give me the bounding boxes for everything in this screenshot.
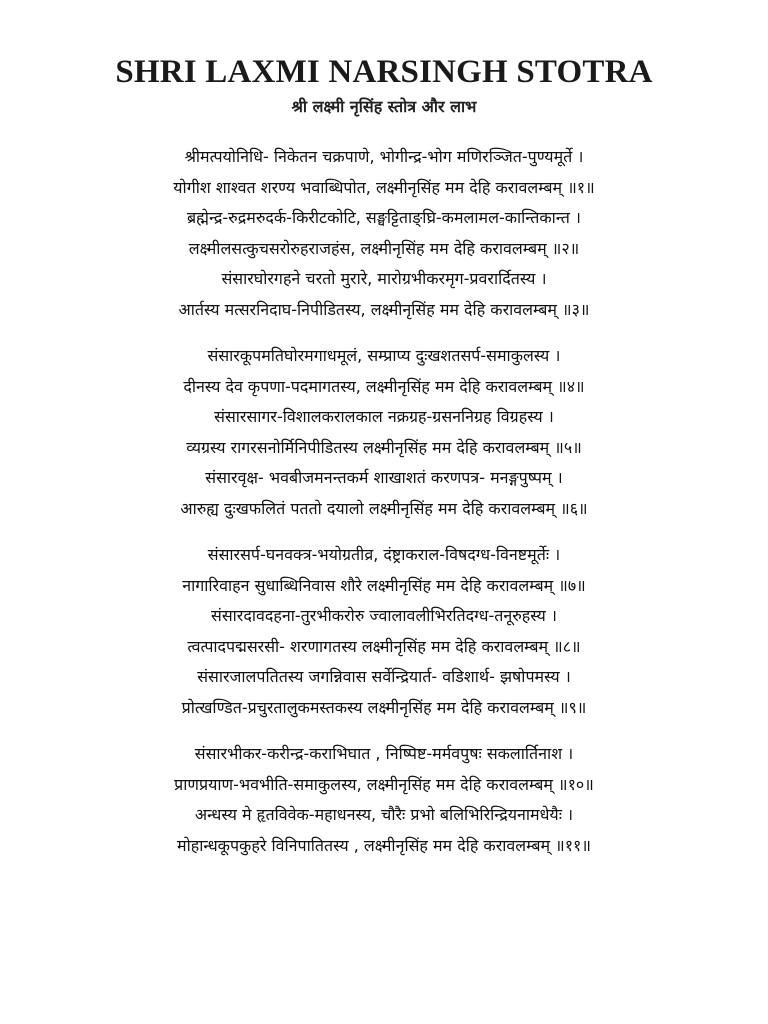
verse-line: संसारभीकर-करीन्द्र-कराभिघात , निष्पिष्ट-मर्मवपुषः सकलार्तिनाश । xyxy=(194,744,574,763)
verse-line: योगीश शाश्वत शरण्य भवाब्धिपोत, लक्ष्मीनृसिंह मम देहि करावलम्बम् ॥१॥ xyxy=(173,177,595,197)
verse-line: संसारकूपमतिघोरमगाधमूलं, सम्प्राप्य दुःखशतसर्प-समाकुलस्य । xyxy=(207,346,561,365)
verse-line: संसारदावदहना-तुरभीकरोरु ज्वालावलीभिरतिदग्ध-तनूरुहस्य । xyxy=(211,606,557,625)
verse-line: दीनस्य देव कृपणा-पदमागतस्य, लक्ष्मीनृसिंह मम देहि करावलम्बम् ॥४॥ xyxy=(183,376,585,396)
verse-line: संसारघोरगहने चरतो मुरारे, मारोग्रभीकरमृग-प्रवरार्दितस्य । xyxy=(221,269,547,288)
stanza-4 xyxy=(0,739,768,861)
verse-line: त्वत्पादपद्मसरसी- शरणागतस्य लक्ष्मीनृसिंह मम देहि करावलम्बम् ॥८॥ xyxy=(187,636,581,656)
verse-line: ब्रह्मेन्द्र-रुद्रमरुदर्क-किरीटकोटि, सङ्घट्टिताङ्घ्रि-कमलामल-कान्तिकान्त । xyxy=(187,208,581,227)
verse-line: लक्ष्मीलसत्कुचसरोरुहराजहंस, लक्ष्मीनृसिंह मम देहि करावलम्बम् ॥२॥ xyxy=(188,238,580,258)
stanza-1 xyxy=(0,142,768,325)
verses-container xyxy=(0,142,768,861)
verse-line: संसारसर्प-घनवक्त्र-भयोग्रतीव्र, दंष्ट्राकराल-विषदग्ध-विनष्टमूर्तेः । xyxy=(207,545,561,564)
verse-line: नागारिवाहन सुधाब्धिनिवास शौरे लक्ष्मीनृसिंह मम देहि करावलम्बम् ॥७॥ xyxy=(182,575,586,595)
verse-line: श्रीमत्पयोनिधि- निकेतन चक्रपाणे, भोगीन्द्र-भोग मणिरञ्जित-पुण्यमूर्ते । xyxy=(184,147,584,166)
verse-line: प्राणप्रयाण-भवभीति-समाकुलस्य, लक्ष्मीनृसिंह मम देहि करावलम्बम् ॥१०॥ xyxy=(174,774,594,794)
stanza-2 xyxy=(0,341,768,524)
stanza-3 xyxy=(0,540,768,723)
verse-line: संसारसागर-विशालकरालकाल नक्रग्रह-ग्रसननिग्रह विग्रहस्य । xyxy=(214,407,554,426)
verse-line: अन्धस्य मे हृतविवेक-महाधनस्य, चौरैः प्रभो बलिभिरिन्द्रियनामधेयैः । xyxy=(194,805,574,824)
verse-line: व्यग्रस्य रागरसनोर्मिनिपीडितस्य लक्ष्मीनृसिंह मम देहि करावलम्बम् ॥५॥ xyxy=(186,437,582,457)
verse-line: संसारवृक्ष- भवबीजमनन्तकर्म शाखाशतं करणपत्र- मनङ्गपुष्पम् । xyxy=(205,468,563,487)
verse-line: प्रोत्खण्डित-प्रचुरतालुकमस्तकस्य लक्ष्मीनृसिंह मम देहि करावलम्बम् ॥९॥ xyxy=(181,697,587,717)
verse-line: आरुह्य दुःखफलितं पततो दयालो लक्ष्मीनृसिंह मम देहि करावलम्बम् ॥६॥ xyxy=(180,498,588,518)
page-title: SHRI LAXMI NARSINGH STOTRA xyxy=(115,54,653,90)
verse-line: आर्तस्य मत्सरनिदाघ-निपीडितस्य, लक्ष्मीनृसिंह मम देहि करावलम्बम् ॥३॥ xyxy=(178,299,590,319)
verse-line: संसारजालपतितस्य जगन्निवास सर्वेन्द्रियार्त- वडिशार्थ- झषोपमस्य । xyxy=(197,667,571,686)
verse-line: मोहान्धकूपकुहरे विनिपातितस्य , लक्ष्मीनृसिंह मम देहि करावलम्बम् ॥११॥ xyxy=(177,835,591,855)
page-subtitle: श्री लक्ष्मी नृसिंह स्तोत्र और लाभ xyxy=(291,97,477,116)
